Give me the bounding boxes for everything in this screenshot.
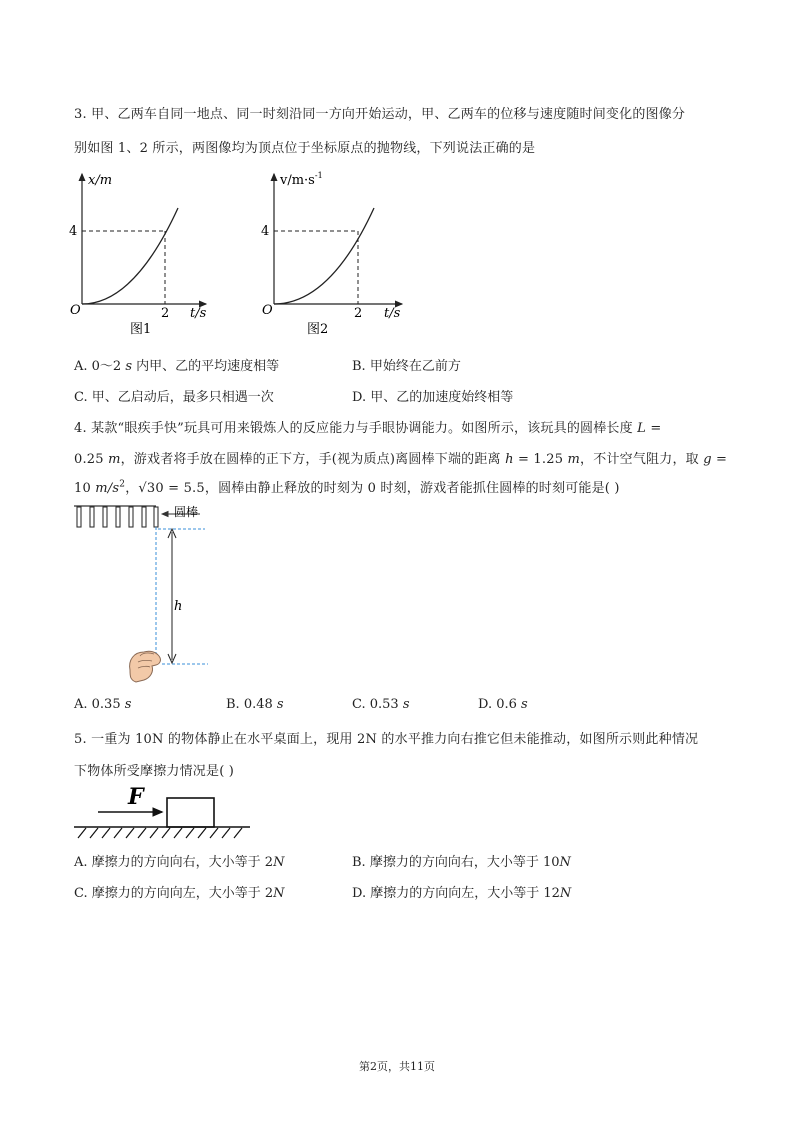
q4-option-d: D. 0.6 s [478,697,528,712]
q4-rods [77,507,158,527]
q3-text-line1: 3. 甲、乙两车自同一地点、同一时刻沿同一方向开始运动，甲、乙两车的位移与速度随时间变化的图像分 [74,107,686,122]
q3-option-a: A. 0～2 s 内甲、乙的平均速度相等 [74,359,280,374]
q4-rod-label: 圆棒 [174,505,199,519]
fig2-ytick: 4 [261,224,270,239]
q5-force-label: F [128,784,144,810]
fig1-origin: O [70,303,81,318]
q3-figure2 [252,166,422,336]
q4-text-line3: 10 $m/s^2$，√30 = 5.5，圆棒由静止释放的时刻为 0 时刻，游戏者能抓住圆棒的时刻可能是( ) [74,479,620,496]
fig1-xlabel: t/s [190,306,207,321]
fig2-xtick: 2 [354,306,363,321]
fig2-caption: 图2 [307,322,329,336]
q3-option-b: B. 甲始终在乙前方 [352,359,461,374]
fig2-origin: O [262,303,273,318]
q5-block [167,798,214,827]
q4-option-b: B. 0.48 s [226,697,284,712]
q5-text-line1: 5. 一重为 10N 的物体静止在水平桌面上，现用 2N 的水平推力向右推它但未能推动，如图所示则此种情况 [74,732,699,747]
q3-option-d: D. 甲、乙的加速度始终相等 [352,390,514,405]
q5-text-line2: 下物体所受摩擦力情况是( ) [74,764,235,779]
q5-option-c: C. 摩擦力的方向向左，大小等于 2N [74,886,285,901]
q5-option-a: A. 摩擦力的方向向右，大小等于 2N [74,855,285,870]
q5-figure [70,782,260,844]
fig2-curve [274,208,374,304]
q4-option-a: A. 0.35 s [74,697,132,712]
q4-hand-icon [130,651,161,682]
q4-option-c: C. 0.53 s [352,697,410,712]
fig1-caption: 图1 [130,322,152,336]
q5-option-d: D. 摩擦力的方向向左，大小等于 12N [352,886,572,901]
q5-ground-hatch [78,828,242,838]
q4-text-line2: 0.25 m，游戏者将手放在圆棒的正下方，手(视为质点)离圆棒下端的距离 h = 1.25 m，不计空气阻力，取 g = [74,452,728,467]
fig1-ytick: 4 [69,224,78,239]
q4-text-line1: 4. 某款“眼疾手快”玩具可用来锻炼人的反应能力与手眼协调能力。如图所示，该玩具的圆棒长度 L = [74,421,662,436]
fig1-ylabel: x/m [88,173,113,188]
q4-h-label: h [174,599,183,614]
fig2-xlabel: t/s [384,306,401,321]
fig2-ylabel: $v/m\cdot s^{-1}$ [280,171,323,188]
q4-figure [70,500,230,690]
q3-option-c: C. 甲、乙启动后，最多只相遇一次 [74,390,274,405]
fig1-curve [82,208,178,304]
fig1-xtick: 2 [161,306,170,321]
q3-text-line2: 别如图 1、2 所示，两图像均为顶点位于坐标原点的抛物线，下列说法正确的是 [74,141,536,156]
q3-figure1 [60,166,220,336]
page-footer: 第2页，共11页 [359,1060,435,1073]
q5-option-b: B. 摩擦力的方向向右，大小等于 10N [352,855,571,870]
